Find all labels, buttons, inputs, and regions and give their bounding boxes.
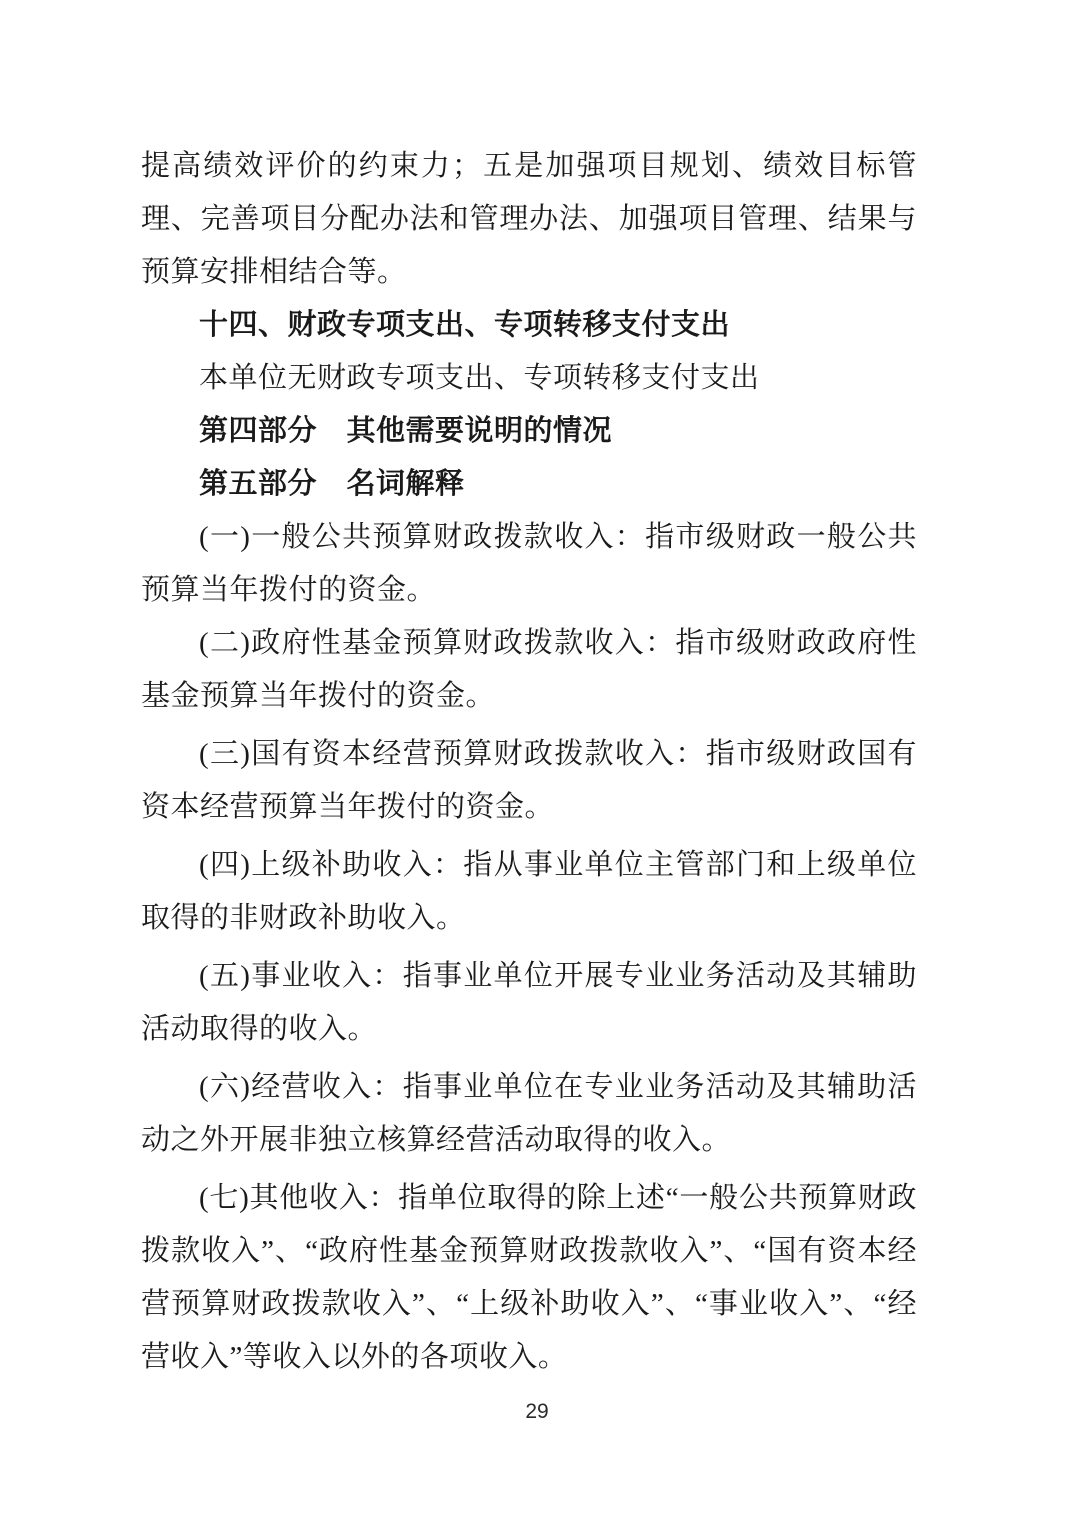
page-footer: [0, 1400, 1074, 1424]
definition-6-operating-income: (六)经营收入：指事业单位在专业业务活动及其辅助活动之外开展非独立核算经营活动取得的收入。: [141, 1071, 917, 1156]
page-content: [141, 140, 917, 1384]
paragraph-performance-continuation: 提高绩效评价的约束力；五是加强项目规划、绩效目标管理、完善项目分配办法和管理办法、加强项目管理、结果与预算安排相结合等。: [141, 150, 917, 288]
heading-part-5-glossary: 第五部分 名词解释: [199, 468, 465, 500]
definition-3-state-capital-budget-income: (三)国有资本经营预算财政拨款收入：指市级财政国有资本经营预算当年拨付的资金。: [141, 738, 917, 823]
definition-2-government-fund-budget-income: (二)政府性基金预算财政拨款收入：指市级财政政府性基金预算当年拨付的资金。: [141, 627, 917, 712]
heading-part-4-other-notes: 第四部分 其他需要说明的情况: [199, 415, 613, 447]
page-number: 29: [525, 1400, 549, 1423]
definition-4-superior-subsidy-income: (四)上级补助收入：指从事业单位主管部门和上级单位取得的非财政补助收入。: [141, 849, 917, 934]
definition-1-general-public-budget-income: (一)一般公共预算财政拨款收入：指市级财政一般公共预算当年拨付的资金。: [141, 521, 917, 606]
definition-7-other-income: (七)其他收入：指单位取得的除上述“一般公共预算财政拨款收入”、“政府性基金预算财政拨款收入”、“国有资本经营预算财政拨款收入”、“上级补助收入”、“事业收入”、“经营收入”等收入以外的各项收入。: [141, 1182, 917, 1373]
definition-5-institutional-income: (五)事业收入：指事业单位开展专业业务活动及其辅助活动取得的收入。: [141, 960, 917, 1045]
paragraph-no-special-expenditure: 本单位无财政专项支出、专项转移支付支出: [199, 362, 760, 394]
heading-section-14-special-expenditure: 十四、财政专项支出、专项转移支付支出: [199, 309, 731, 341]
